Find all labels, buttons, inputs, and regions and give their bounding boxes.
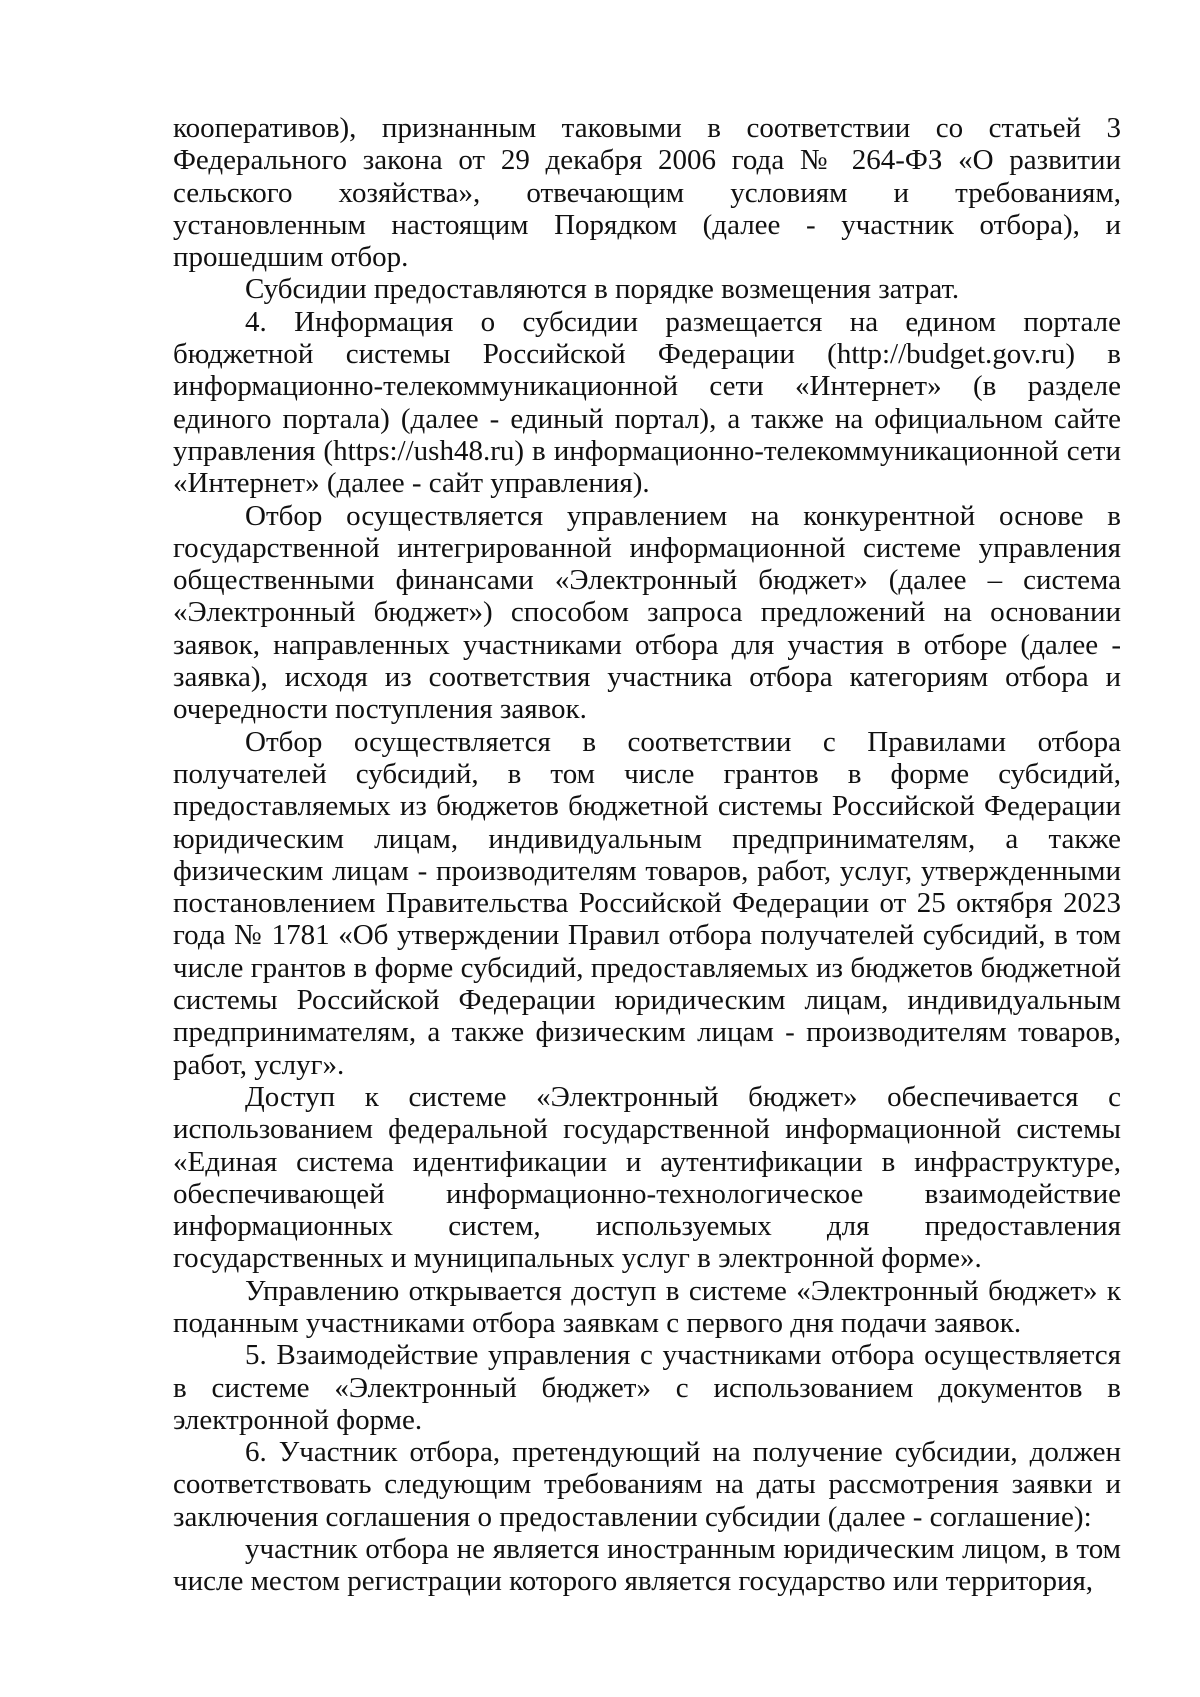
paragraph-item-6-requirements: 6. Участник отбора, претендующий на получение субсидии, должен соответствовать следующим требованиям на даты рассмотрения заявки и заключения соглашения о предоставлении субсидии (далее - соглашение): bbox=[173, 1436, 1121, 1533]
paragraph-department-access: Управлению открывается доступ в системе «Электронный бюджет» к поданным участниками отбора заявкам с первого дня подачи заявок. bbox=[173, 1274, 1121, 1339]
paragraph-subsidy-method: Субсидии предоставляются в порядке возмещения затрат. bbox=[245, 273, 960, 306]
paragraph-system-access: Доступ к системе «Электронный бюджет» обеспечивается с использованием федеральной государственной информационной системы «Единая система идентификации и аутентификации в инфраструктуре, обеспечивающей информационно-технологическое взаимодействие информационных систем, используемых для предоставления государственных и муниципальных услуг в электронной форме». bbox=[173, 1080, 1121, 1275]
paragraph-item-5-interaction: 5. Взаимодействие управления с участниками отбора осуществляется в системе «Электронный бюджет» с использованием документов в электронной форме. bbox=[173, 1339, 1121, 1436]
paragraph-selection-rules: Отбор осуществляется в соответствии с Правилами отбора получателей субсидий, в том числе грантов в форме субсидий, предоставляемых из бюджетов бюджетной системы Российской Федерации юридическим лицам, индивидуальным предпринимателям, а также физическим лицам - производителям товаров, работ, услуг, утвержденными постановлением Правительства Российской Федерации от 25 октября 2023 года № 1781 «Об утверждении Правил отбора получателей субсидий, в том числе грантов в форме субсидий, предоставляемых из бюджетов бюджетной системы Российской Федерации юридическим лицам, индивидуальным предпринимателям, а также физическим лицам - производителям товаров, работ, услуг». bbox=[173, 725, 1121, 1081]
paragraph-continuation: кооперативов), признанным таковыми в соответствии со статьей 3 Федерального закона от 29 декабря 2006 года № 264-ФЗ «О развитии сельского хозяйства», отвечающим условиям и требованиям, установленным настоящим Порядком (далее - участник отбора), и прошедшим отбор. bbox=[173, 112, 1121, 274]
paragraph-item-4-information: 4. Информация о субсидии размещается на едином портале бюджетной системы Российской Федерации (http://budget.gov.ru) в информационно-телекоммуникационной сети «Интернет» (в разделе единого портала) (далее - единый портал), а также на официальном сайте управления (https://ush48.ru) в информационно-телекоммуникационной сети «Интернет» (далее - сайт управления). bbox=[173, 305, 1121, 500]
paragraph-selection-system: Отбор осуществляется управлением на конкурентной основе в государственной интегрированной информационной системе управления общественными финансами «Электронный бюджет» (далее – система «Электронный бюджет») способом запроса предложений на основании заявок, направленных участниками отбора для участия в отборе (далее - заявка), исходя из соответствия участника отбора категориям отбора и очередности поступления заявок. bbox=[173, 499, 1121, 726]
paragraph-foreign-entity: участник отбора не является иностранным юридическим лицом, в том числе местом регистрации которого является государство или территория, bbox=[173, 1533, 1121, 1598]
document-body bbox=[173, 112, 1121, 1598]
